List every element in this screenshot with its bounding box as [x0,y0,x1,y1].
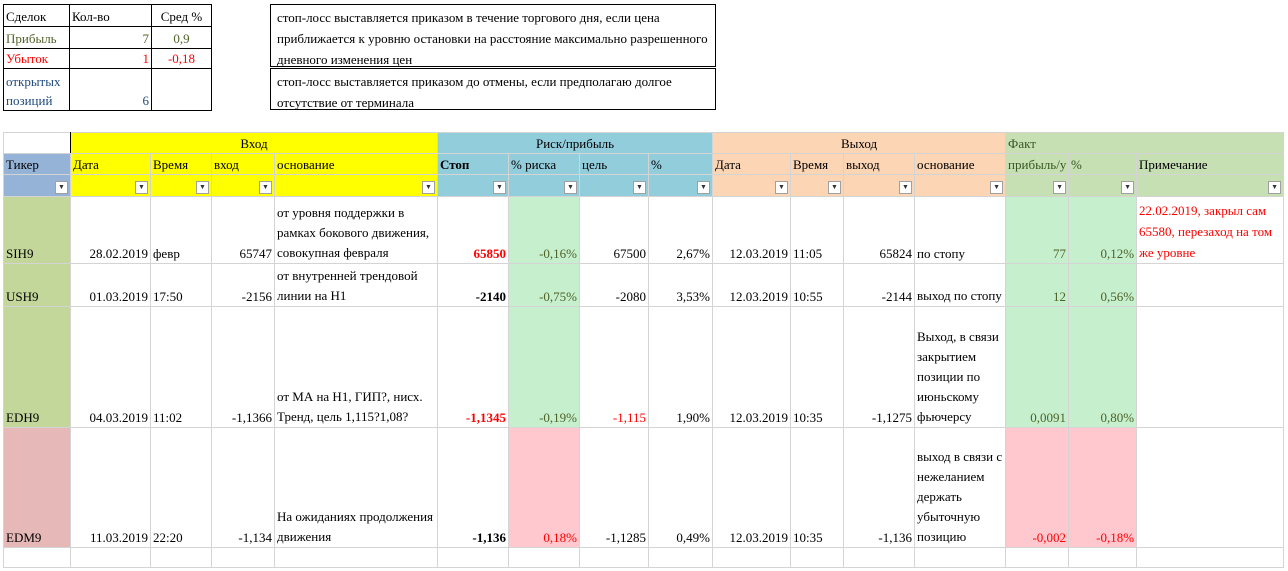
cell-ticker[interactable]: EDH9 [4,307,71,428]
cell-exit-reason[interactable]: выход по стопу [915,264,1006,307]
cell-stop[interactable]: -1,136 [438,428,509,548]
summary-open-avg[interactable] [152,69,212,111]
note-stoploss-intraday: стоп-лосс выставляется приказом в течение торгового дня, если цена приближается к уровню остановки на расстояние максимально разрешенного дневного изменения цен [270,4,716,67]
filter-cell-exit-price [844,175,915,197]
cell-exit-price[interactable]: -1,136 [844,428,915,548]
table-row [4,264,1284,307]
col-entry-time: Время [151,154,212,175]
filter-dropdown-icon[interactable]: ▼ [899,181,912,194]
cell-profit[interactable]: 77 [1006,197,1069,264]
cell-entry-date[interactable]: 01.03.2019 [71,264,151,307]
group-fact: Факт [1006,133,1284,154]
filter-cell-ticker [4,175,71,197]
filter-cell-note [1137,175,1284,197]
col-exit-reason: основание [915,154,1006,175]
cell-exit-date[interactable]: 12.03.2019 [713,197,791,264]
cell-exit-time[interactable]: 10:35 [791,307,844,428]
filter-dropdown-icon[interactable]: ▼ [633,181,646,194]
filter-dropdown-icon[interactable]: ▼ [828,181,841,194]
empty-cell[interactable] [915,548,1006,568]
cell-exit-date[interactable]: 12.03.2019 [713,428,791,548]
cell-target[interactable]: -1,115 [580,307,649,428]
cell-entry-time[interactable]: 22:20 [151,428,212,548]
filter-dropdown-icon[interactable]: ▼ [196,181,209,194]
col-stop: Стоп [438,154,509,175]
cell-entry-date[interactable]: 04.03.2019 [71,307,151,428]
filter-dropdown-icon[interactable]: ▼ [55,181,68,194]
cell-profit-pct[interactable]: -0,18% [1069,428,1137,548]
cell-profit[interactable]: -0,002 [1006,428,1069,548]
group-entry: Вход [71,133,438,154]
col-entry-price: вход [212,154,275,175]
col-target-pct: % [649,154,713,175]
filter-dropdown-icon[interactable]: ▼ [1121,181,1134,194]
summary-table [3,4,212,111]
filter-cell-stop [438,175,509,197]
cell-exit-price[interactable]: 65824 [844,197,915,264]
cell-entry-time[interactable]: февр [151,197,212,264]
cell-entry-time[interactable]: 11:02 [151,307,212,428]
col-target: цель [580,154,649,175]
cell-note[interactable] [1137,264,1284,307]
summary-header-avg: Сред % [152,5,212,27]
cell-entry-reason[interactable]: от уровня поддержки в рамках бокового движения, совокупная февраля [275,197,438,264]
cell-entry-price[interactable]: -1,1366 [212,307,275,428]
cell-ticker[interactable]: SIH9 [4,197,71,264]
group-risk: Риск/прибыль [438,133,713,154]
cell-stop[interactable]: -1,1345 [438,307,509,428]
cell-note[interactable]: 22.02.2019, закрыл сам 65580, перезаход на том же уровне [1137,197,1284,264]
filter-cell-target [580,175,649,197]
col-note: Примечание [1137,154,1284,175]
empty-cell[interactable] [580,548,649,568]
empty-cell[interactable] [71,548,151,568]
table-row [4,307,1284,428]
summary-header-count: Кол-во [70,5,152,27]
empty-cell[interactable] [275,548,438,568]
cell-risk-pct[interactable]: -0,75% [509,264,580,307]
cell-note[interactable] [1137,428,1284,548]
cell-target-pct[interactable]: 0,49% [649,428,713,548]
filter-cell-profit [1006,175,1069,197]
filter-dropdown-icon[interactable]: ▼ [564,181,577,194]
filter-dropdown-icon[interactable]: ▼ [259,181,272,194]
empty-cell[interactable] [212,548,275,568]
cell-target-pct[interactable]: 1,90% [649,307,713,428]
cell-target[interactable]: -2080 [580,264,649,307]
filter-cell-entry-price [212,175,275,197]
cell-exit-reason[interactable]: по стопу [915,197,1006,264]
filter-dropdown-icon[interactable]: ▼ [1053,181,1066,194]
filter-cell-entry-date [71,175,151,197]
group-exit: Выход [713,133,1006,154]
summary-profit-label: Прибыль [4,27,70,49]
col-exit-date: Дата [713,154,791,175]
col-profit: прибыль/у [1006,154,1069,175]
filter-active-icon[interactable]: ▼ [775,181,788,194]
cell-target[interactable]: 67500 [580,197,649,264]
cell-exit-date[interactable]: 12.03.2019 [713,307,791,428]
col-risk-pct: % риска [509,154,580,175]
note-stoploss-gtc: стоп-лосс выставляется приказом до отмены, если предполагаю долгое отсутствие от терминала [270,68,716,110]
cell-entry-price[interactable]: 65747 [212,197,275,264]
empty-cell[interactable] [438,548,509,568]
filter-dropdown-icon[interactable]: ▼ [697,181,710,194]
cell-exit-date[interactable]: 12.03.2019 [713,264,791,307]
col-ticker: Тикер [4,154,71,175]
filter-dropdown-icon[interactable]: ▼ [135,181,148,194]
summary-loss-count[interactable]: 1 [70,49,152,69]
cell-entry-reason[interactable]: от внутренней трендовой линии на H1 [275,264,438,307]
summary-loss-label: Убыток [4,49,70,69]
cell-risk-pct[interactable]: -0,19% [509,307,580,428]
filter-cell-risk-pct [509,175,580,197]
cell-exit-time[interactable]: 11:05 [791,197,844,264]
col-entry-reason: основание [275,154,438,175]
cell-profit-pct[interactable]: 0,56% [1069,264,1137,307]
cell-exit-reason[interactable]: выход в связи с нежеланием держать убыточную позицию [915,428,1006,548]
cell-exit-time[interactable]: 10:55 [791,264,844,307]
summary-profit-count[interactable]: 7 [70,27,152,49]
col-profit-pct: % [1069,154,1137,175]
col-entry-date: Дата [71,154,151,175]
table-row [4,428,1284,548]
summary-header-deals: Сделок [4,5,70,27]
empty-cell[interactable] [1137,548,1284,568]
empty-cell[interactable] [844,548,915,568]
filter-cell-profit-pct [1069,175,1137,197]
empty-cell[interactable] [649,548,713,568]
empty-cell[interactable] [791,548,844,568]
table-row-empty [4,548,1284,568]
summary-open-count[interactable]: 6 [70,69,152,111]
filter-cell-entry-time [151,175,212,197]
filter-cell-entry-reason [275,175,438,197]
empty-cell[interactable] [151,548,212,568]
filter-dropdown-icon[interactable]: ▼ [493,181,506,194]
trade-journal-table [3,132,1284,568]
cell-entry-date[interactable]: 28.02.2019 [71,197,151,264]
cell-entry-price[interactable]: -2156 [212,264,275,307]
col-exit-price: выход [844,154,915,175]
summary-profit-avg[interactable]: 0,9 [152,27,212,49]
cell-entry-price[interactable]: -1,134 [212,428,275,548]
cell-ticker[interactable]: EDM9 [4,428,71,548]
cell-exit-price[interactable]: -1,1275 [844,307,915,428]
filter-dropdown-icon[interactable]: ▼ [990,181,1003,194]
summary-loss-avg[interactable]: -0,18 [152,49,212,69]
empty-cell[interactable] [509,548,580,568]
cell-exit-time[interactable]: 10:35 [791,428,844,548]
empty-cell[interactable] [1069,548,1137,568]
empty-cell[interactable] [713,548,791,568]
filter-dropdown-icon[interactable]: ▼ [422,181,435,194]
cell-entry-date[interactable]: 11.03.2019 [71,428,151,548]
cell-exit-reason[interactable]: Выход, в связи закрытием позиции по июньскому фьючерсу [915,307,1006,428]
summary-open-label: открытых позиций [4,69,70,111]
cell-target[interactable]: -1,1285 [580,428,649,548]
cell-profit[interactable]: 0,0091 [1006,307,1069,428]
cell-note[interactable] [1137,307,1284,428]
table-row [4,197,1284,264]
filter-cell-target-pct [649,175,713,197]
cell-profit-pct[interactable]: 0,80% [1069,307,1137,428]
cell-target-pct[interactable]: 3,53% [649,264,713,307]
cell-stop[interactable]: 65850 [438,197,509,264]
filter-cell-exit-time [791,175,844,197]
cell-stop[interactable]: -2140 [438,264,509,307]
filter-cell-exit-reason [915,175,1006,197]
cell-entry-reason[interactable]: от МА на Н1, ГИП?, нисх. Тренд, цель 1,115?1,08? [275,307,438,428]
filter-cell-exit-date [713,175,791,197]
cell-ticker[interactable]: USH9 [4,264,71,307]
cell-entry-time[interactable]: 17:50 [151,264,212,307]
cell-target-pct[interactable]: 2,67% [649,197,713,264]
cell-profit-pct[interactable]: 0,12% [1069,197,1137,264]
cell-entry-reason[interactable]: На ожиданиях продолжения движения [275,428,438,548]
col-exit-time: Время [791,154,844,175]
cell-risk-pct[interactable]: 0,18% [509,428,580,548]
cell-exit-price[interactable]: -2144 [844,264,915,307]
blank-corner [4,133,71,154]
filter-dropdown-icon[interactable]: ▼ [1268,181,1281,194]
empty-cell[interactable] [4,548,71,568]
cell-profit[interactable]: 12 [1006,264,1069,307]
empty-cell[interactable] [1006,548,1069,568]
cell-risk-pct[interactable]: -0,16% [509,197,580,264]
